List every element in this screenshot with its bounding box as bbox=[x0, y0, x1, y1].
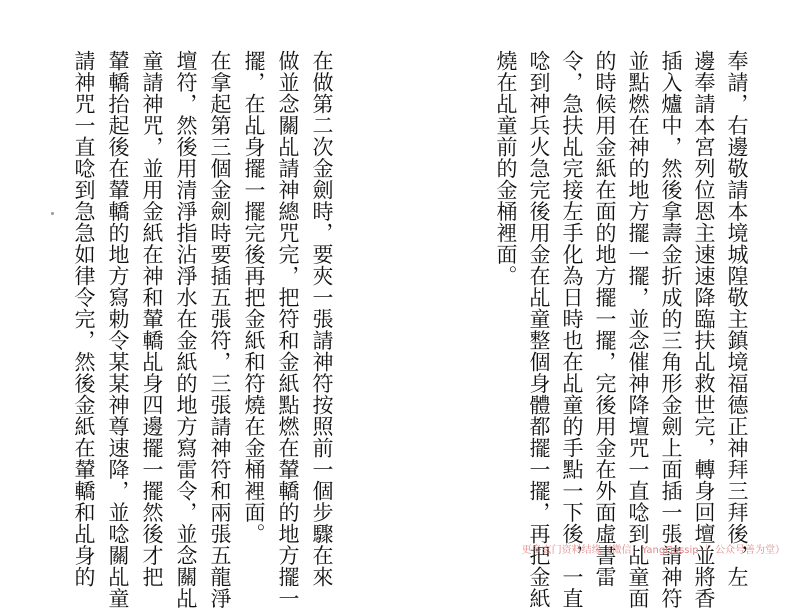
left-page bbox=[0, 0, 396, 609]
text-column: 令，急扶乩完接左手化為日時也在乩童的手點一下後，一直 bbox=[560, 50, 584, 609]
text-column: 請神咒一直唸到急急如律令完，然後金紙在輦轎和乩身的 bbox=[72, 50, 96, 588]
text-column: 的時候用金紙在面的地方擺一擺，完後用金在外面虛書雷 bbox=[593, 50, 617, 588]
text-column: 並點燃在神的地方擺一擺，並念催神降壇咒一直唸到乩童面 bbox=[626, 50, 650, 609]
text-column: 輦轎抬起後在輦轎的地方寫勅令某某神尊速降，並唸關乩童 bbox=[106, 50, 130, 609]
text-column: 在做第二次金劍時，要夾一張請神符按照前一個步驟在來 bbox=[310, 50, 334, 588]
right-page bbox=[396, 0, 793, 609]
text-column: 插入爐中，然後拿壽金折成的三角形金劍上面插一張請神符 bbox=[659, 50, 683, 609]
text-column: 在拿起第三個金劍時要插五張符，三張請神符和兩張五龍淨 bbox=[208, 50, 232, 609]
text-column: 唸到神兵火急完後用金在乩童整個身體都擺一擺，再把金紙 bbox=[527, 50, 551, 609]
scan-speck bbox=[51, 212, 54, 215]
text-column: 擺，在乩身擺一擺完後再把金紙和符燒在金桶裡面。 bbox=[242, 50, 266, 545]
text-column: 邊奉請本宮列位恩主速速降臨扶乩救世完，轉身回壇並將香 bbox=[692, 50, 716, 609]
watermark: 更多玄门资料结缘（微信：YangGossip ｜ 公众号善为堂） bbox=[521, 545, 785, 556]
text-column: 燒在乩童前的金桶裡面。 bbox=[494, 50, 518, 287]
text-column: 壇符，然後用清淨指沾淨水在金紙的地方寫雷令，並念關乩 bbox=[174, 50, 198, 609]
text-column: 做並念關乩請神總咒完，把符和金紙點燃在輦轎的地方擺一 bbox=[276, 50, 300, 609]
text-column: 童請神咒，並用金紙在神和輦轎乩身四邊擺一擺然後才把 bbox=[140, 50, 164, 588]
text-column: 奉請，右邊敬請本境城隍敬主鎮境福德正神拜三拜後，左 bbox=[725, 50, 749, 588]
